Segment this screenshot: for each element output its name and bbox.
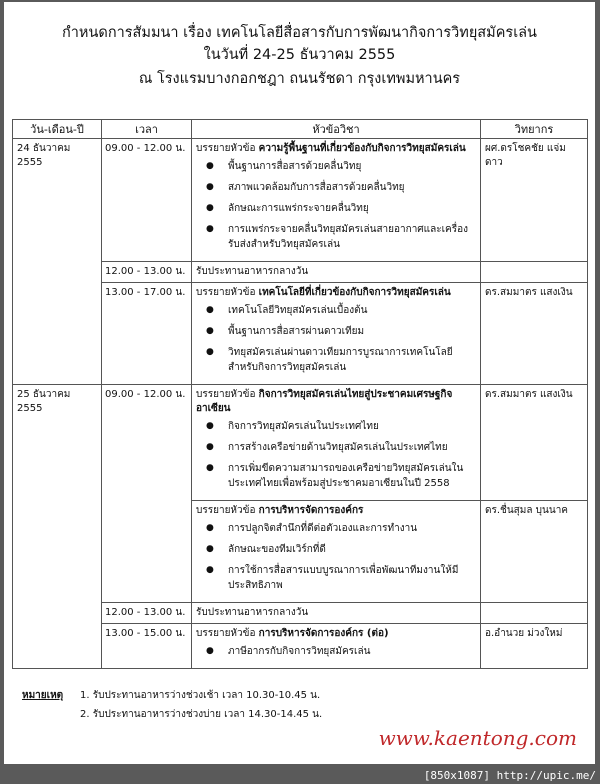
topic-cell [192,501,481,603]
subtopic-item: ● พื้นฐานการสื่อสารด้วยคลื่นวิทยุ [228,159,476,174]
subtopic-item: ● พื้นฐานการสื่อสารผ่านดาวเทียม [228,324,476,339]
column-header-date: วัน-เดือน-ปี [13,120,102,139]
time-text: 13.00 - 17.00 น. [105,287,186,298]
column-header-time: เวลา [102,120,192,139]
topic-line [196,265,476,279]
subtopic-item: ● การใช้การสื่อสารแบบบูรณาการเพื่อพัฒนาทีมงานให้มีประสิทธิภาพ [228,563,476,593]
topic-prefix: รับประทานอาหารกลางวัน [196,266,309,277]
column-header-speaker: วิทยากร [481,120,588,139]
title-line-2: ในวันที่ 24-25 ธันวาคม 2555 [203,47,396,63]
topic-line [196,388,476,416]
topic-title: กิจการวิทยุสมัครเล่นไทยสู่ประชาคมเศรษฐกิจอาเซียน [196,389,453,414]
time-text: 13.00 - 15.00 น. [105,628,186,639]
topic-line [196,286,476,300]
topic-cell [192,262,481,283]
subtopic-item: ● ภาษีอากรกับกิจการวิทยุสมัครเล่น [228,644,476,659]
topic-cell [192,624,481,669]
speaker-cell: ผศ.ดรโชคชัย แจ่มดาว [481,139,588,262]
time-cell [102,262,192,283]
schedule-table [12,119,588,669]
time-text: 12.00 - 13.00 น. [105,266,186,277]
speaker-cell [481,603,588,624]
subtopic-item: ● การสร้างเครือข่ายด้านวิทยุสมัครเล่นในประเทศไทย [228,440,476,455]
subtopic-item: ● การเพิ่มขีดความสามารถของเครือข่ายวิทยุสมัครเล่นในประเทศไทยเพื่อพร้อมสู่ประชาคมอาเซียนในปี 2558 [228,461,476,491]
topic-prefix: บรรยายหัวข้อ [196,143,259,154]
speaker-cell: ดร.สมมาตร แสงเงิน [481,385,588,501]
subtopic-list [196,419,476,491]
notes-label: หมายเหตุ [22,690,64,701]
time-cell [102,603,192,624]
topic-prefix: บรรยายหัวข้อ [196,505,259,516]
note-item: 1. รับประทานอาหารว่างช่วงเช้า เวลา 10.30-10.45 น. [80,690,321,701]
topic-prefix: รับประทานอาหารกลางวัน [196,607,309,618]
time-cell [102,139,192,262]
speaker-cell: ดร.สมมาตร แสงเงิน [481,283,588,385]
topic-line [196,627,476,641]
subtopic-item: ● กิจการวิทยุสมัครเล่นในประเทศไทย [228,419,476,434]
subtopic-item: ● ลักษณะการแพร่กระจายคลื่นวิทยุ [228,201,476,216]
subtopic-list [196,303,476,375]
topic-cell [192,139,481,262]
topic-prefix: บรรยายหัวข้อ [196,389,259,400]
subtopic-list [196,159,476,252]
image-host-footer: [850x1087] http://upic.me/ [423,769,596,782]
schedule-body [13,139,588,669]
table-row [13,139,588,262]
topic-title: การบริหารจัดการองค์กร [258,505,364,516]
topic-title: ความรู้พื้นฐานที่เกี่ยวข้องกับกิจการวิทยุสมัครเล่น [258,143,466,154]
speaker-cell: ดร.ชื่นสุมล บุนนาค [481,501,588,603]
time-cell [102,283,192,385]
table-header-row [13,120,588,139]
speaker-cell: อ.อำนวย ม่วงใหม่ [481,624,588,669]
time-cell [102,624,192,669]
subtopic-item: ● เทคโนโลยีวิทยุสมัครเล่นเบื้องต้น [228,303,476,318]
topic-line [196,504,476,518]
note-item: 2. รับประทานอาหารว่างช่วงบ่าย เวลา 14.30-14.45 น. [80,709,323,720]
date-cell: 24 ธันวาคม 2555 [13,139,102,385]
date-cell: 25 ธันวาคม 2555 [13,385,102,669]
subtopic-list [196,521,476,593]
time-text: 09.00 - 12.00 น. [105,389,186,400]
time-cell [102,385,192,603]
website-watermark: www.kaentong.com [378,726,577,750]
time-text: 09.00 - 12.00 น. [105,143,186,154]
title-line-1: กำหนดการสัมมนา เรื่อง เทคโนโลยีสื่อสารกับการพัฒนากิจการวิทยุสมัครเล่น [62,25,537,41]
topic-cell [192,283,481,385]
subtopic-item: ● การแพร่กระจายคลื่นวิทยุสมัครเล่นสายอากาศและเครื่องรับส่งสำหรับวิทยุสมัครเล่น [228,222,476,252]
document-page [4,2,595,764]
title-line-3: ณ โรงแรมบางกอกชฎา ถนนรัชดา กรุงเทพมหานคร [138,71,461,87]
topic-prefix: บรรยายหัวข้อ [196,628,259,639]
topic-prefix: บรรยายหัวข้อ [196,287,259,298]
subtopic-item: ● สภาพแวดล้อมกับการสื่อสารด้วยคลื่นวิทยุ [228,180,476,195]
column-header-topic: หัวข้อวิชา [192,120,481,139]
subtopic-item: ● ลักษณะของทีมเวิร์กที่ดี [228,542,476,557]
topic-line [196,142,476,156]
topic-line [196,606,476,620]
time-text: 12.00 - 13.00 น. [105,607,186,618]
subtopic-item: ● การปลูกจิตสำนึกที่ดีต่อตัวเองและการทำงาน [228,521,476,536]
subtopic-list [196,644,476,659]
subtopic-item: ● วิทยุสมัครเล่นผ่านดาวเทียมการบูรณาการเทคโนโลยีสำหรับกิจการวิทยุสมัครเล่น [228,345,476,375]
notes-section [22,686,322,724]
topic-title: เทคโนโลยีที่เกี่ยวข้องกับกิจการวิทยุสมัครเล่น [258,287,451,298]
topic-cell [192,603,481,624]
topic-title: การบริหารจัดการองค์กร (ต่อ) [258,628,389,639]
table-row [13,385,588,501]
topic-cell [192,385,481,501]
speaker-cell [481,262,588,283]
